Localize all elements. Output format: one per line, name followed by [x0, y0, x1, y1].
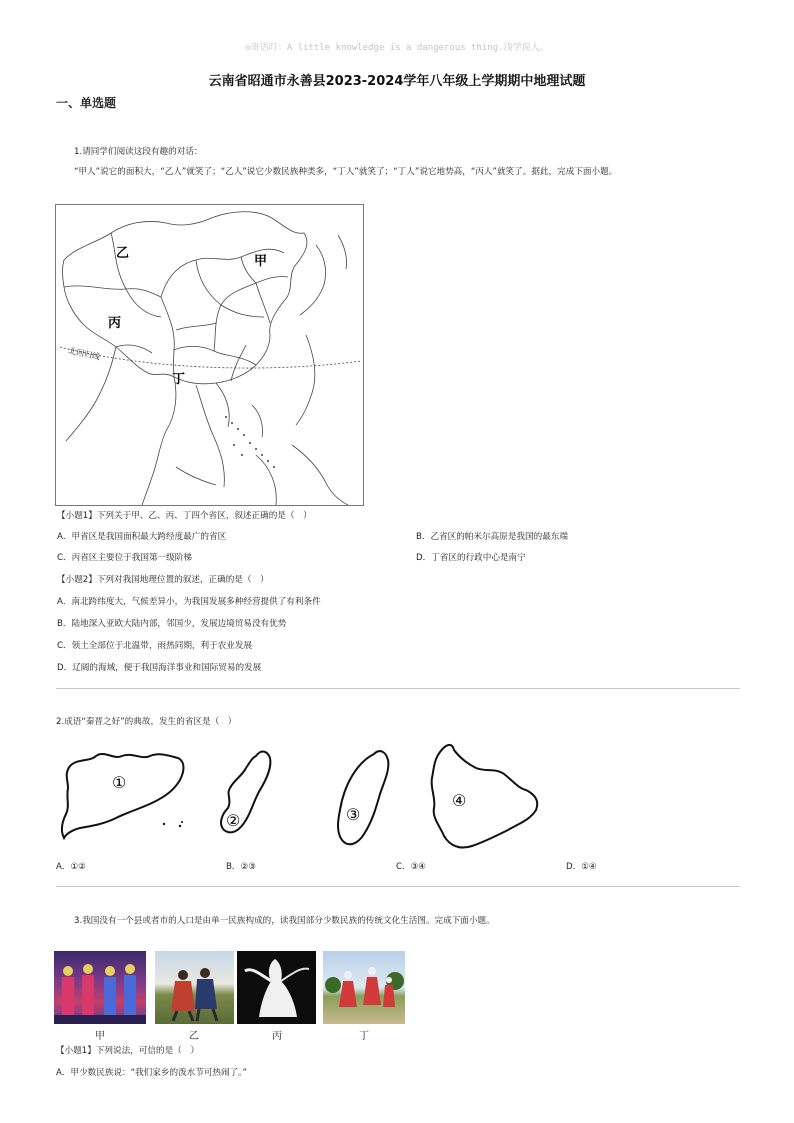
q3-stem: 3.我国没有一个县或者市的人口是由单一民族构成的，读我国部分少数民族的传统文化生活图。完成下面小题。: [74, 916, 495, 926]
q2-option-d[interactable]: D．①④: [566, 862, 597, 872]
q2-option-b[interactable]: B．②③: [226, 862, 256, 872]
province-1-outline: [62, 754, 184, 838]
province-mark-4: ④: [452, 791, 467, 810]
q1-sub1-stem: 【小题1】下列关于甲、乙、丙、丁四个省区，叙述正确的是（ ）: [57, 511, 312, 521]
q1-sub2-option-c[interactable]: C．领土全部位于北温带，雨热同期，利于农业发展: [57, 641, 253, 651]
province-mark-3: ③: [346, 805, 361, 824]
q1-sub1-option-b[interactable]: B．乙省区的帕米尔高原是我国的最东端: [416, 532, 568, 542]
page-title: 云南省昭通市永善县2023-2024学年八年级上学期期中地理试题: [208, 74, 586, 89]
photo-yi: [155, 951, 234, 1024]
photo-caption-ding: 丁: [359, 1031, 369, 1042]
q3-sub1-option-a[interactable]: A．甲少数民族说：“我们家乡的泼水节可热闹了。”: [56, 1068, 247, 1078]
q1-sub1-option-c[interactable]: C．丙省区主要位于我国第一级阶梯: [57, 553, 192, 563]
photo-caption-yi: 乙: [189, 1031, 199, 1042]
china-map: [55, 204, 364, 506]
map-label-bing: 丙: [108, 316, 122, 331]
photo-ding: [323, 951, 405, 1024]
china-map-svg: [56, 205, 363, 505]
divider: [56, 886, 740, 887]
q1-sub1-option-a[interactable]: A．甲省区是我国面积最大跨经度最广的省区: [57, 532, 227, 542]
province-mark-2: ②: [226, 811, 241, 830]
q2-stem: 2.成语“秦晋之好”的典故，发生的省区是（ ）: [56, 717, 237, 727]
map-label-ding: 丁: [172, 372, 186, 387]
q1-sub2-option-b[interactable]: B．陆地深入亚欧大陆内部，邻国少，发展边境贸易没有优势: [57, 619, 287, 629]
q3-sub1-stem: 【小题1】下列说法，可信的是（ ）: [56, 1046, 199, 1056]
q1-sub1-option-d[interactable]: D．丁省区的行政中心是南宁: [416, 553, 526, 563]
province-4-outline: [432, 745, 538, 848]
province-mark-1: ①: [112, 773, 127, 792]
tropic-label: 北回归线: [67, 346, 101, 362]
map-label-yi: 乙: [116, 246, 130, 261]
q1-sub2-stem: 【小题2】下列对我国地理位置的叙述，正确的是（ ）: [57, 575, 269, 585]
province-outlines: [56, 738, 556, 853]
q2-option-a[interactable]: A．①②: [56, 862, 86, 872]
photo-bing: [237, 951, 316, 1024]
q1-sub2-option-d[interactable]: D．辽阔的海域，便于我国海洋事业和国际贸易的发展: [57, 663, 262, 673]
q2-option-c[interactable]: C．③④: [396, 862, 427, 872]
watermark: ◎寄语叮：A little knowledge is a dangerous thing.浅学误人。: [245, 43, 549, 53]
divider: [56, 688, 740, 689]
province-3-outline: [338, 751, 388, 844]
q1-stem: 1.请同学们阅读这段有趣的对话：: [74, 147, 203, 157]
photo-caption-bing: 丙: [272, 1031, 282, 1042]
photo-caption-jia: 甲: [95, 1031, 105, 1042]
section-title: 一、单选题: [56, 96, 117, 110]
q1-dialogue: “甲人”说它的面积大，“乙人”就笑了；“乙人”说它少数民族种类多，“丁人”就笑了；“丁人”说它地势高，“丙人”就笑了。据此，完成下面小题。: [74, 167, 618, 177]
photo-jia: [54, 951, 146, 1024]
q1-sub2-option-a[interactable]: A．南北跨纬度大，气候差异小，为我国发展多种经营提供了有利条件: [57, 597, 321, 607]
map-label-jia: 甲: [254, 254, 268, 269]
